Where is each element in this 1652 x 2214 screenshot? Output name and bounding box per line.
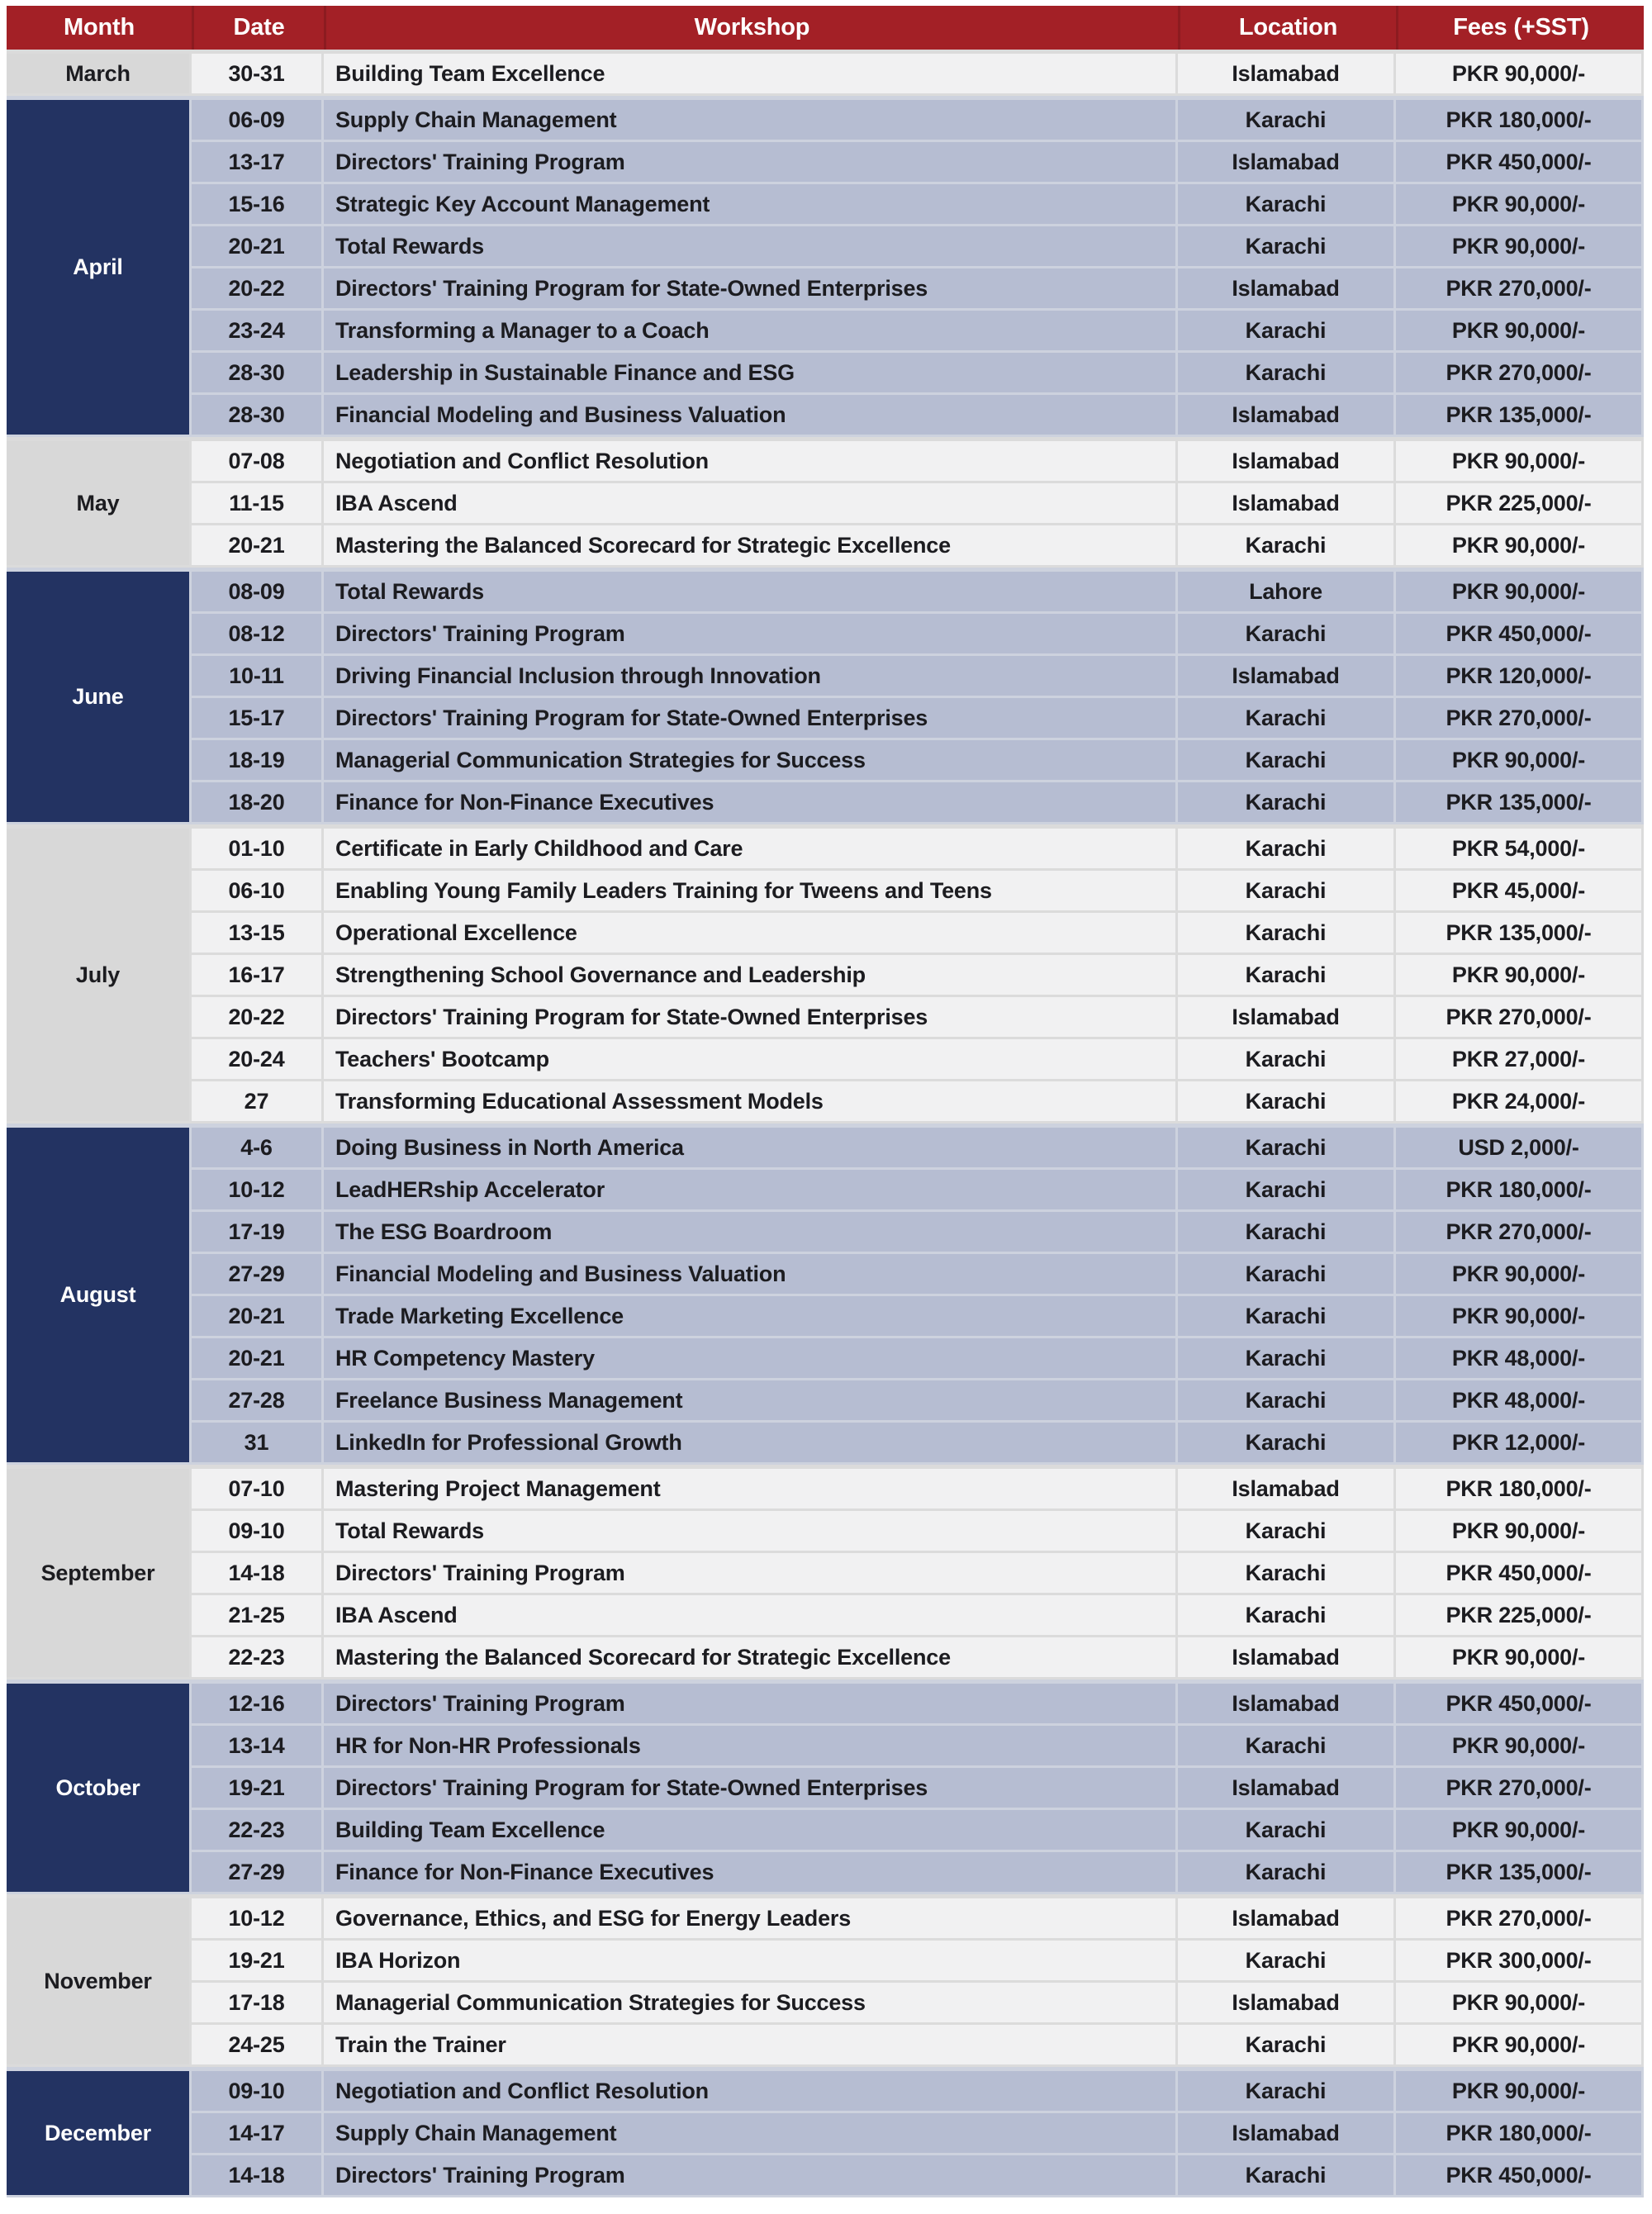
date-cell: 23-24 [192, 311, 324, 353]
location-cell: Islamabad [1178, 1894, 1396, 1941]
date-cell: 19-21 [192, 1941, 324, 1983]
fees-cell: PKR 450,000/- [1396, 614, 1644, 656]
fees-cell: PKR 180,000/- [1396, 2113, 1644, 2155]
table-row [7, 184, 1644, 226]
month-cell: July [7, 824, 192, 1124]
workshop-cell: HR Competency Mastery [324, 1338, 1178, 1380]
table-row [7, 913, 1644, 955]
month-group-august [7, 1124, 1644, 1465]
location-cell: Islamabad [1178, 268, 1396, 311]
date-cell: 4-6 [192, 1124, 324, 1170]
fees-cell: PKR 225,000/- [1396, 483, 1644, 525]
workshop-cell: Directors' Training Program for State-Owned Enterprises [324, 1768, 1178, 1810]
location-cell: Islamabad [1178, 997, 1396, 1039]
location-cell: Islamabad [1178, 395, 1396, 437]
workshop-cell: Mastering the Balanced Scorecard for Strategic Excellence [324, 1637, 1178, 1680]
fees-cell: PKR 135,000/- [1396, 913, 1644, 955]
location-cell: Karachi [1178, 1124, 1396, 1170]
month-cell: May [7, 437, 192, 568]
fees-cell: PKR 180,000/- [1396, 96, 1644, 142]
month-cell: November [7, 1894, 192, 2067]
date-cell: 12-16 [192, 1680, 324, 1726]
month-group-july [7, 824, 1644, 1124]
month-cell: October [7, 1680, 192, 1894]
table-row [7, 395, 1644, 437]
workshop-cell: Building Team Excellence [324, 50, 1178, 96]
fees-cell: PKR 90,000/- [1396, 1726, 1644, 1768]
location-cell: Karachi [1178, 1039, 1396, 1081]
date-cell: 27-29 [192, 1852, 324, 1894]
table-row [7, 525, 1644, 568]
date-cell: 20-22 [192, 997, 324, 1039]
fees-cell: PKR 90,000/- [1396, 525, 1644, 568]
table-row [7, 2155, 1644, 2197]
table-row [7, 2025, 1644, 2067]
fees-cell: PKR 45,000/- [1396, 871, 1644, 913]
location-cell: Islamabad [1178, 50, 1396, 96]
location-cell: Karachi [1178, 184, 1396, 226]
fees-cell: PKR 270,000/- [1396, 268, 1644, 311]
fees-cell: PKR 135,000/- [1396, 1852, 1644, 1894]
workshop-cell: Supply Chain Management [324, 96, 1178, 142]
workshop-cell: Managerial Communication Strategies for Success [324, 740, 1178, 782]
fees-cell: PKR 270,000/- [1396, 353, 1644, 395]
location-cell: Karachi [1178, 871, 1396, 913]
date-cell: 16-17 [192, 955, 324, 997]
table-row [7, 740, 1644, 782]
date-cell: 20-21 [192, 226, 324, 268]
location-cell: Islamabad [1178, 437, 1396, 483]
table-row [7, 1296, 1644, 1338]
fees-cell: PKR 12,000/- [1396, 1423, 1644, 1465]
date-cell: 27-28 [192, 1380, 324, 1423]
date-cell: 14-18 [192, 1553, 324, 1595]
date-cell: 27 [192, 1081, 324, 1124]
table-row [7, 1380, 1644, 1423]
table-row [7, 824, 1644, 871]
location-cell: Karachi [1178, 2025, 1396, 2067]
table-row [7, 698, 1644, 740]
workshop-cell: Total Rewards [324, 226, 1178, 268]
fees-cell: PKR 90,000/- [1396, 184, 1644, 226]
fees-cell: PKR 48,000/- [1396, 1338, 1644, 1380]
workshop-cell: Financial Modeling and Business Valuation [324, 395, 1178, 437]
location-cell: Karachi [1178, 1941, 1396, 1983]
date-cell: 13-14 [192, 1726, 324, 1768]
table-row [7, 437, 1644, 483]
date-cell: 18-19 [192, 740, 324, 782]
workshop-cell: Directors' Training Program for State-Owned Enterprises [324, 698, 1178, 740]
table-row [7, 50, 1644, 96]
month-cell: December [7, 2067, 192, 2197]
workshop-cell: Strengthening School Governance and Leadership [324, 955, 1178, 997]
month-cell: April [7, 96, 192, 437]
table-row [7, 1680, 1644, 1726]
fees-cell: PKR 27,000/- [1396, 1039, 1644, 1081]
fees-cell: PKR 450,000/- [1396, 142, 1644, 184]
fees-cell: PKR 270,000/- [1396, 1894, 1644, 1941]
workshop-cell: Directors' Training Program [324, 2155, 1178, 2197]
month-group-october [7, 1680, 1644, 1894]
table-row [7, 1894, 1644, 1941]
table-row [7, 1595, 1644, 1637]
table-row [7, 1039, 1644, 1081]
workshop-cell: Strategic Key Account Management [324, 184, 1178, 226]
location-cell: Islamabad [1178, 483, 1396, 525]
fees-cell: PKR 270,000/- [1396, 698, 1644, 740]
date-cell: 21-25 [192, 1595, 324, 1637]
fees-cell: PKR 90,000/- [1396, 1810, 1644, 1852]
fees-cell: PKR 54,000/- [1396, 824, 1644, 871]
date-cell: 08-09 [192, 568, 324, 614]
table-row [7, 1852, 1644, 1894]
location-cell: Karachi [1178, 1170, 1396, 1212]
date-cell: 07-10 [192, 1465, 324, 1511]
location-cell: Lahore [1178, 568, 1396, 614]
table-row [7, 353, 1644, 395]
table-row [7, 1212, 1644, 1254]
table-row [7, 1941, 1644, 1983]
workshop-cell: Mastering Project Management [324, 1465, 1178, 1511]
location-cell: Karachi [1178, 1595, 1396, 1637]
table-row [7, 782, 1644, 824]
location-cell: Karachi [1178, 614, 1396, 656]
location-cell: Karachi [1178, 1852, 1396, 1894]
fees-cell: PKR 450,000/- [1396, 1680, 1644, 1726]
fees-cell: PKR 450,000/- [1396, 2155, 1644, 2197]
date-cell: 18-20 [192, 782, 324, 824]
date-cell: 28-30 [192, 353, 324, 395]
location-cell: Karachi [1178, 96, 1396, 142]
table-row [7, 1124, 1644, 1170]
table-row [7, 1637, 1644, 1680]
date-cell: 27-29 [192, 1254, 324, 1296]
date-cell: 20-21 [192, 1338, 324, 1380]
workshop-cell: Financial Modeling and Business Valuation [324, 1254, 1178, 1296]
table-row [7, 1511, 1644, 1553]
fees-cell: PKR 90,000/- [1396, 955, 1644, 997]
date-cell: 09-10 [192, 1511, 324, 1553]
date-cell: 28-30 [192, 395, 324, 437]
workshop-cell: Directors' Training Program [324, 142, 1178, 184]
location-cell: Karachi [1178, 913, 1396, 955]
workshop-cell: Directors' Training Program for State-Owned Enterprises [324, 997, 1178, 1039]
fees-cell: PKR 180,000/- [1396, 1170, 1644, 1212]
date-cell: 17-18 [192, 1983, 324, 2025]
month-cell: March [7, 50, 192, 96]
location-cell: Karachi [1178, 782, 1396, 824]
fees-cell: PKR 270,000/- [1396, 997, 1644, 1039]
fees-cell: PKR 225,000/- [1396, 1595, 1644, 1637]
date-cell: 13-15 [192, 913, 324, 955]
location-cell: Karachi [1178, 1254, 1396, 1296]
fees-cell: PKR 90,000/- [1396, 226, 1644, 268]
date-cell: 14-18 [192, 2155, 324, 2197]
location-cell: Karachi [1178, 525, 1396, 568]
fees-cell: PKR 90,000/- [1396, 437, 1644, 483]
location-cell: Islamabad [1178, 1768, 1396, 1810]
location-cell: Karachi [1178, 1338, 1396, 1380]
table-row [7, 1810, 1644, 1852]
table-row [7, 1170, 1644, 1212]
workshop-cell: Supply Chain Management [324, 2113, 1178, 2155]
fees-cell: PKR 48,000/- [1396, 1380, 1644, 1423]
fees-cell: PKR 270,000/- [1396, 1768, 1644, 1810]
date-cell: 10-12 [192, 1170, 324, 1212]
fees-cell: PKR 90,000/- [1396, 50, 1644, 96]
date-cell: 08-12 [192, 614, 324, 656]
table-row [7, 226, 1644, 268]
location-cell: Karachi [1178, 2067, 1396, 2113]
fees-cell: PKR 90,000/- [1396, 568, 1644, 614]
date-cell: 22-23 [192, 1810, 324, 1852]
workshop-cell: LeadHERship Accelerator [324, 1170, 1178, 1212]
date-cell: 20-22 [192, 268, 324, 311]
table-row [7, 483, 1644, 525]
table-row [7, 1254, 1644, 1296]
location-cell: Karachi [1178, 226, 1396, 268]
location-cell: Karachi [1178, 1296, 1396, 1338]
workshop-cell: Freelance Business Management [324, 1380, 1178, 1423]
date-cell: 11-15 [192, 483, 324, 525]
header-row [7, 6, 1644, 50]
date-cell: 10-12 [192, 1894, 324, 1941]
workshop-cell: Negotiation and Conflict Resolution [324, 2067, 1178, 2113]
location-cell: Karachi [1178, 1810, 1396, 1852]
date-cell: 31 [192, 1423, 324, 1465]
workshop-cell: Finance for Non-Finance Executives [324, 1852, 1178, 1894]
workshop-cell: Finance for Non-Finance Executives [324, 782, 1178, 824]
column-header-fees: Fees (+SST) [1396, 6, 1644, 50]
fees-cell: PKR 90,000/- [1396, 740, 1644, 782]
fees-cell: PKR 300,000/- [1396, 1941, 1644, 1983]
table-row [7, 614, 1644, 656]
workshop-cell: IBA Horizon [324, 1941, 1178, 1983]
date-cell: 19-21 [192, 1768, 324, 1810]
workshop-cell: HR for Non-HR Professionals [324, 1726, 1178, 1768]
fees-cell: PKR 90,000/- [1396, 2025, 1644, 2067]
table-row [7, 1423, 1644, 1465]
workshop-cell: The ESG Boardroom [324, 1212, 1178, 1254]
workshop-cell: Directors' Training Program [324, 1680, 1178, 1726]
date-cell: 06-09 [192, 96, 324, 142]
location-cell: Islamabad [1178, 142, 1396, 184]
column-header-workshop: Workshop [324, 6, 1178, 50]
date-cell: 13-17 [192, 142, 324, 184]
location-cell: Karachi [1178, 311, 1396, 353]
date-cell: 10-11 [192, 656, 324, 698]
date-cell: 20-21 [192, 525, 324, 568]
table-row [7, 142, 1644, 184]
workshop-cell: Teachers' Bootcamp [324, 1039, 1178, 1081]
table-row [7, 2113, 1644, 2155]
table-row [7, 568, 1644, 614]
location-cell: Karachi [1178, 1726, 1396, 1768]
month-group-april [7, 96, 1644, 437]
fees-cell: PKR 120,000/- [1396, 656, 1644, 698]
location-cell: Karachi [1178, 1423, 1396, 1465]
location-cell: Karachi [1178, 955, 1396, 997]
fees-cell: PKR 90,000/- [1396, 1511, 1644, 1553]
date-cell: 17-19 [192, 1212, 324, 1254]
workshop-cell: Transforming Educational Assessment Models [324, 1081, 1178, 1124]
table-row [7, 1553, 1644, 1595]
fees-cell: PKR 450,000/- [1396, 1553, 1644, 1595]
location-cell: Islamabad [1178, 656, 1396, 698]
workshop-cell: Train the Trainer [324, 2025, 1178, 2067]
location-cell: Karachi [1178, 353, 1396, 395]
fees-cell: PKR 90,000/- [1396, 1983, 1644, 2025]
table-row [7, 1726, 1644, 1768]
location-cell: Islamabad [1178, 1680, 1396, 1726]
workshop-cell: Leadership in Sustainable Finance and ESG [324, 353, 1178, 395]
month-group-june [7, 568, 1644, 824]
table-row [7, 268, 1644, 311]
table-row [7, 955, 1644, 997]
workshop-cell: Transforming a Manager to a Coach [324, 311, 1178, 353]
column-header-location: Location [1178, 6, 1396, 50]
fees-cell: PKR 135,000/- [1396, 395, 1644, 437]
fees-cell: PKR 180,000/- [1396, 1465, 1644, 1511]
workshop-cell: Directors' Training Program [324, 614, 1178, 656]
workshop-cell: Managerial Communication Strategies for Success [324, 1983, 1178, 2025]
workshop-cell: Negotiation and Conflict Resolution [324, 437, 1178, 483]
table-row [7, 1081, 1644, 1124]
location-cell: Islamabad [1178, 1983, 1396, 2025]
table-header [7, 6, 1644, 50]
date-cell: 01-10 [192, 824, 324, 871]
workshop-cell: IBA Ascend [324, 1595, 1178, 1637]
date-cell: 07-08 [192, 437, 324, 483]
date-cell: 15-17 [192, 698, 324, 740]
fees-cell: PKR 24,000/- [1396, 1081, 1644, 1124]
date-cell: 06-10 [192, 871, 324, 913]
table-row [7, 656, 1644, 698]
location-cell: Islamabad [1178, 1637, 1396, 1680]
date-cell: 14-17 [192, 2113, 324, 2155]
workshop-cell: Doing Business in North America [324, 1124, 1178, 1170]
workshop-cell: Operational Excellence [324, 913, 1178, 955]
month-group-march [7, 50, 1644, 96]
location-cell: Karachi [1178, 1081, 1396, 1124]
workshop-cell: Directors' Training Program [324, 1553, 1178, 1595]
workshop-cell: Governance, Ethics, and ESG for Energy Leaders [324, 1894, 1178, 1941]
date-cell: 09-10 [192, 2067, 324, 2113]
table-row [7, 871, 1644, 913]
column-header-date: Date [192, 6, 324, 50]
date-cell: 15-16 [192, 184, 324, 226]
location-cell: Karachi [1178, 740, 1396, 782]
workshop-cell: Total Rewards [324, 568, 1178, 614]
workshop-cell: IBA Ascend [324, 483, 1178, 525]
table-row [7, 1338, 1644, 1380]
schedule-table [7, 6, 1644, 2197]
date-cell: 30-31 [192, 50, 324, 96]
workshop-cell: Trade Marketing Excellence [324, 1296, 1178, 1338]
date-cell: 24-25 [192, 2025, 324, 2067]
table-row [7, 997, 1644, 1039]
month-group-december [7, 2067, 1644, 2197]
table-row [7, 311, 1644, 353]
location-cell: Karachi [1178, 1511, 1396, 1553]
location-cell: Karachi [1178, 824, 1396, 871]
month-cell: August [7, 1124, 192, 1465]
workshop-cell: LinkedIn for Professional Growth [324, 1423, 1178, 1465]
table-row [7, 96, 1644, 142]
workshop-cell: Certificate in Early Childhood and Care [324, 824, 1178, 871]
workshop-cell: Enabling Young Family Leaders Training for Tweens and Teens [324, 871, 1178, 913]
table-row [7, 1983, 1644, 2025]
location-cell: Karachi [1178, 1553, 1396, 1595]
location-cell: Islamabad [1178, 1465, 1396, 1511]
month-group-may [7, 437, 1644, 568]
date-cell: 20-21 [192, 1296, 324, 1338]
location-cell: Karachi [1178, 1380, 1396, 1423]
table-row [7, 1465, 1644, 1511]
workshop-cell: Mastering the Balanced Scorecard for Strategic Excellence [324, 525, 1178, 568]
location-cell: Karachi [1178, 1212, 1396, 1254]
workshop-cell: Driving Financial Inclusion through Innovation [324, 656, 1178, 698]
fees-cell: PKR 90,000/- [1396, 1254, 1644, 1296]
date-cell: 22-23 [192, 1637, 324, 1680]
month-group-november [7, 1894, 1644, 2067]
workshop-cell: Building Team Excellence [324, 1810, 1178, 1852]
location-cell: Karachi [1178, 2155, 1396, 2197]
month-cell: September [7, 1465, 192, 1680]
column-header-month: Month [7, 6, 192, 50]
fees-cell: PKR 270,000/- [1396, 1212, 1644, 1254]
location-cell: Islamabad [1178, 2113, 1396, 2155]
date-cell: 20-24 [192, 1039, 324, 1081]
location-cell: Karachi [1178, 698, 1396, 740]
fees-cell: PKR 135,000/- [1396, 782, 1644, 824]
fees-cell: PKR 90,000/- [1396, 1296, 1644, 1338]
month-cell: June [7, 568, 192, 824]
fees-cell: USD 2,000/- [1396, 1124, 1644, 1170]
fees-cell: PKR 90,000/- [1396, 1637, 1644, 1680]
workshop-cell: Directors' Training Program for State-Owned Enterprises [324, 268, 1178, 311]
fees-cell: PKR 90,000/- [1396, 311, 1644, 353]
fees-cell: PKR 90,000/- [1396, 2067, 1644, 2113]
workshop-cell: Total Rewards [324, 1511, 1178, 1553]
table-row [7, 1768, 1644, 1810]
month-group-september [7, 1465, 1644, 1680]
table-row [7, 2067, 1644, 2113]
